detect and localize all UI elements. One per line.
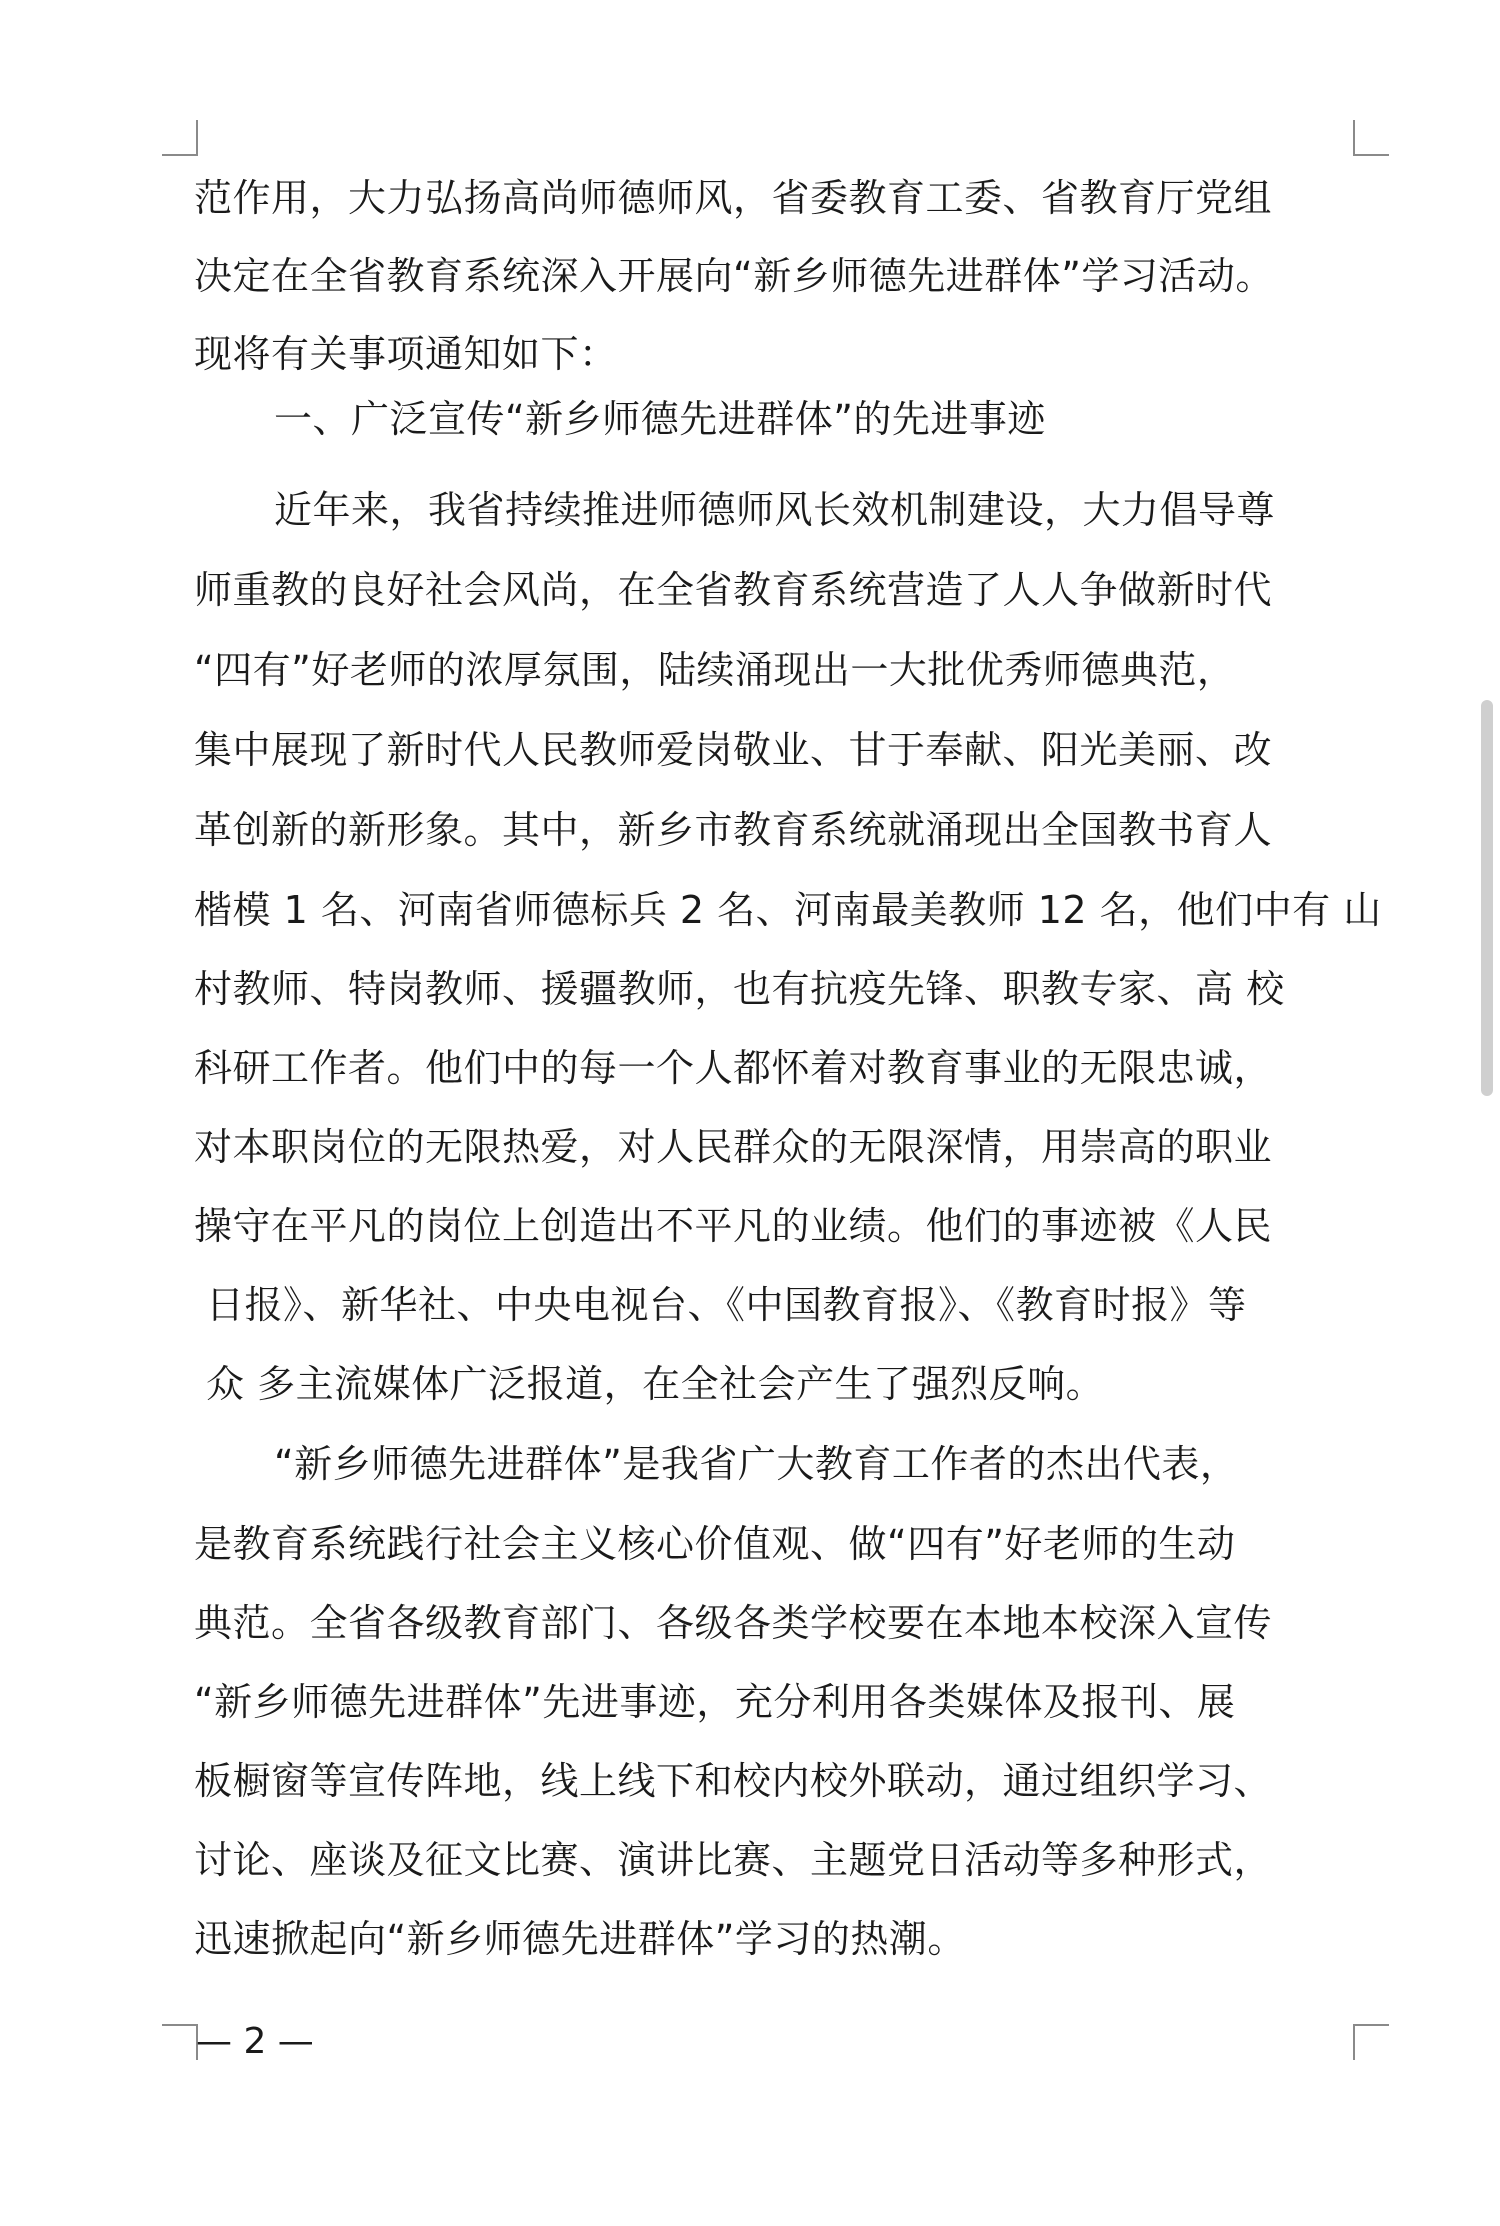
scrollbar-thumb[interactable] (1481, 700, 1493, 1096)
crop-mark-bottom-left (162, 2024, 198, 2060)
text-line: 决定在全省教育系统深入开展向“新乡师德先进群体”学习活动。 (194, 254, 1274, 298)
text-line: 现将有关事项通知如下： (194, 332, 618, 376)
text-line: 村教师、特岗教师、援疆教师，也有抗疫先锋、职教专家、高 校 (194, 967, 1285, 1011)
text-line: 革创新的新形象。其中，新乡市教育系统就涌现出全国教书育人 (194, 808, 1273, 852)
crop-mark-top-right (1353, 120, 1389, 156)
text-line: 科研工作者。他们中的每一个人都怀着对教育事业的无限忠诚， (194, 1046, 1273, 1090)
page-number: — 2 — (196, 2021, 314, 2062)
text-line: 楷模 1 名、河南省师德标兵 2 名、河南最美教师 12 名，他们中有 山 (194, 888, 1382, 932)
text-line: “四有”好老师的浓厚氛围，陆续涌现出一大批优秀师德典范， (194, 648, 1236, 692)
text-line: 是教育系统践行社会主义核心价值观、做“四有”好老师的生动 (194, 1522, 1236, 1566)
text-line: 日报》、新华社、中央电视台、《中国教育报》、《教育时报》等 (206, 1283, 1247, 1327)
crop-mark-top-left (162, 120, 198, 156)
text-line: 操守在平凡的岗位上创造出不平凡的业绩。他们的事迹被《人民 (194, 1204, 1273, 1248)
text-line: 对本职岗位的无限热爱，对人民群众的无限深情，用崇高的职业 (194, 1125, 1273, 1169)
text-line: 近年来，我省持续推进师德师风长效机制建设，大力倡导尊 (274, 488, 1276, 532)
text-line: “新乡师德先进群体”是我省广大教育工作者的杰出代表， (274, 1442, 1239, 1486)
text-line: “新乡师德先进群体”先进事迹，充分利用各类媒体及报刊、展 (194, 1680, 1236, 1724)
text-line: 众 多主流媒体广泛报道，在全社会产生了强烈反响。 (206, 1362, 1105, 1406)
section-heading: 一、广泛宣传“新乡师德先进群体”的先进事迹 (274, 397, 1046, 441)
text-line: 讨论、座谈及征文比赛、演讲比赛、主题党日活动等多种形式， (194, 1838, 1273, 1882)
text-line: 板橱窗等宣传阵地，线上线下和校内校外联动，通过组织学习、 (194, 1759, 1273, 1803)
text-line: 迅速掀起向“新乡师德先进群体”学习的热潮。 (194, 1917, 966, 1961)
text-line: 范作用，大力弘扬高尚师德师风，省委教育工委、省教育厅党组 (194, 176, 1273, 220)
text-line: 集中展现了新时代人民教师爱岗敬业、甘于奉献、阳光美丽、改 (194, 728, 1273, 772)
crop-mark-bottom-right (1353, 2024, 1389, 2060)
text-line: 师重教的良好社会风尚，在全省教育系统营造了人人争做新时代 (194, 568, 1273, 612)
text-line: 典范。全省各级教育部门、各级各类学校要在本地本校深入宣传 (194, 1601, 1273, 1645)
